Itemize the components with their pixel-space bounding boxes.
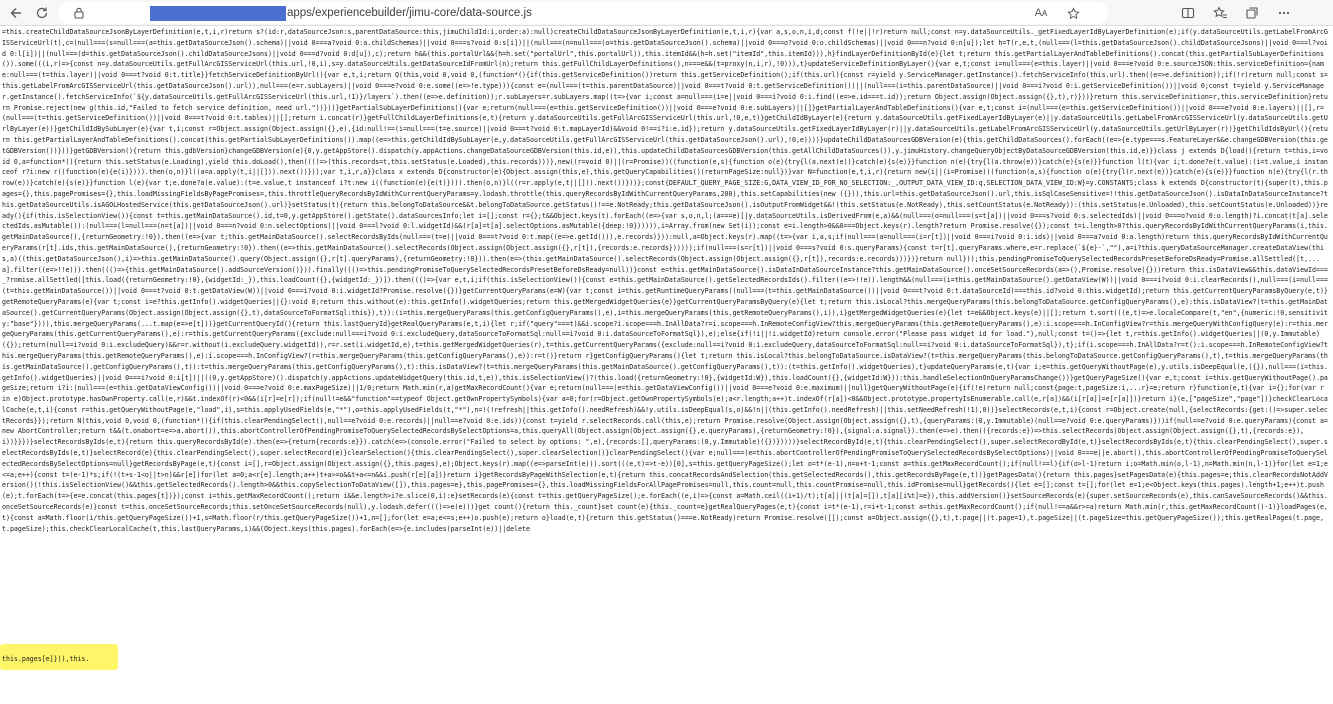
favorites-button[interactable]: [1210, 3, 1230, 23]
refresh-icon: [35, 6, 49, 20]
browser-toolbar: [0, 0, 1333, 26]
reader-mode-icon: Aᴀ: [1034, 7, 1048, 19]
redacted-url-host: [150, 6, 286, 21]
more-icon: [1277, 6, 1291, 20]
highlighted-code-line: this.pages[e]})),this.: [2, 655, 90, 663]
source-code-view[interactable]: [2, 27, 1330, 703]
source-code-text: =this.createChildDataSourceJsonByLayerDefinition(e,t,i,r)return s?(id:r,dataSourceJson:s,parentDataSource:this,jimuChildId:i,order:a):null)createChildDataSourceJsonByLayerDefinition(e,t,i,r){var a,s,o,n,i,d;const f(!e||!r)return null;const n=y.dataSourceUtils._getFixedLayerIdByLayerDefinition(e);if(y.dataSourceUtils.getLabelFromArcGISServiceUrl(t),c=(null===(s=null===(a=this.getDataSourceJson().schema)||void 0===a?void 0:a.childSchemas)||void 0===s?void 0:s[i])||(null===(n=null===(o=this.getDataSourceJson().schema)||void 0===o?void 0:o.childSchemas)||void 0===n?void 0:n[u]);let h=T(r,e,t,(null===(l=this.getDataSourceJson().childDataSourceJsons)||void 0===l?void 0:l[i])||(null===(d=this.getDataSourceJson().childDataSourceJsons)||void 0===d?void 0:d[u]),c);return h&&(this.portalUrl&&(h=h.set("portalUrl",this.portalUrl)),this.itemId&&(h=h.set("itemId",this.itemId))),h}findLayerDefinitionById(e){let t;return this.getPartialLayerAndTableDefinitions().concat(this.getPartialSubLayerDefinitions()).some(((i,r)=>{const n=y.dataSourceUtils.getFullArcGISServiceUrl(this.url,!0,i),s=y.dataSourceUtils.getDataSourceIdFromUrl(n);return this.getFullChildLayerDefinitions(),n===e&&(t=proxy(n,i,r),!0))),t}updateServiceDefinitionByLayer(){var e,t;const i=null===(e=this.layer)||void 0===e?void 0:e.sourceJSON:this.serviceDefinition={name:null===(t=this.layer)||void 0===t?void 0:t.title}}fetchServiceDefinitionByUrl(){var e,t,i;return Q(this,void 0,void 0,(function*(){if(this.getServiceDefinition())return this.getServiceDefinition();if(this.url){const r=yield y.ServiceManager.getInstance().fetchServiceInfo(this.url).then((e=>e.definition));if(!r)return null;const s=this.getLabelFromArcGISServiceUrl(this.getDataSourceJson().url)),null===(e=r.subLayers)||void 0===e?void 0:e.some((e=>!e.type))){const e=(null===(t=this.parentDataSource)||void 0===t?void 0:t.getServiceDefinition())||(null===(i=this.parentDataSource)||void 0===i?void 0:i.getServiceDefinition())||void 0;const t=yield y.ServiceManager.getInstance().fetchServiceInfo(`${y.dataSourceUtils.getFullArcGISServiceUrl(this.url,!1)}/layers`).then((e=>e.definition));r.subLayers=r.subLayers.map((t=>{var i;const a=null===(i=e||void 0===i?void 0:i.find((e=>e.id===t.id));return Object.assign(Object.assign({},t),r)}))}return this.serviceDefinition=r,this.serviceDefinition}return Promise.reject(new g(this.id,"Failed to fetch service definition, need url."))}))}getPartialSubLayerDefinitions(){var e;return(null===(e=this.getServiceDefinition())||void 0===e?void 0:e.subLayers)||[]}getPartialLayerAndTableDefinitions(){var e,t;const i=(null===(e=this.getServiceDefinition())||void 0===e?void 0:e.layers)||[],r=(null===(t=this.getServiceDefinition())||void 0===t?void 0:t.tables)||[];return i.concat(r)}getFullChildLayerDefinitions(e,t){return y.dataSourceUtils.getFullArcGISServiceUrl(this.url,!0,e,t)}getChildIdByLayer(e){return y.dataSourceUtils.getFixedLayerIdByLayer(e)||y.dataSourceUtils.getLabelFromArcGISServiceUrl(y.dataSourceUtils.getUrlByLayer(e))}getChildIdBySubLayer(e){var t,i;const r=Object.assign(Object.assign({},e),{id:null!==(i=null===(t=e.source)||void 0===t?void 0:t.mapLayerId)&&void 0!==i?i:e.id});return y.dataSourceUtils.getFixedLayerIdByLayer(r)||y.dataSourceUtils.getLabelFromArcGISServiceUrl(y.dataSourceUtils.getUrlByLayer(r))}getChildIdsByUrl(){return this.getPartialLayerAndTableDefinitions().concat(this.getPartialSubLayerDefinitions()).map((e=>this.getChildIdBySubLayer(e,y.dataSourceUtils.getFullArcGISServiceUrl(this.getDataSourceJson().url),!0,e))))}updateChildDataSourcesGDBVersion(e){this.getChildDataSources().forEach((e=>{e.type===s.FeatureLayer&&e.changeGDBVersion(this.getGDBVersion())}))}getGDBVersion(){return this.gdbVersion}changeGDBVersion(e){0,y.getAppStore().dispatch(y.appActions.changeDataSourceGDBVersion(this.id,e)),this.updateChildDataSourcesGDBVersion(this.getAllChildDataSources()),y.jimuHistory.changeQueryObjectByDataSourceGDBVersion(this.id,e)}}class j extends D{load(){return t=this,i=void 0,a=function*(){return this.setStatus(e.Loading),yield this.doLoad(),then((()=>(this.records=t,this.setStatus(e.Loaded),this.records)))},new((r=void 0)||(r=Promise))((function(e,s){function o(e){try{l(a.next(e))}catch(e){s(e)}}function n(e){try{l(a.throw(e))}catch(e){s(e)}}function l(t){var i;t.done?e(t.value):(i=t.value,i instanceof r?i:new r((function(e){e(i)}))).then(o,n)}l((a=a.apply(t,i||[])).next())}));var t,i,r,a}}class x extends D{constructor(e){Object.assign(this,e),this.getQueryCapabilities()(returnPageSize:null})}var N=function(e,t,i,r){return new(i||(i=Promise))(function(a,s){function o(e){try{l(r.next(e))}catch(e){s(e)}}function n(e){try{l(r.throw(e))}catch(e){s(e)}}function l(e){var t;e.done?a(e.value):(t=e.value,t instanceof i?t:new i((function(e){e(t)}))).then(o,n)}l((r=r.apply(e,t||[])).next())}))};const{DEFAULT_QUERY_PAGE_SIZE:G,DATA_VIEW_ID_FOR_NO_SELECTION:_,OUTPUT_DATA_VIEW_ID:q,SELECTION_DATA_VIEW_ID:W}=y.CONSTANTS;class k extends D{constructor(t){super(t),this.pages={},this.pagePromises={},this.loadMissingFieldsByPagePromises=,this.throttleQueryRecordsByIdWithCurrentQueryParams=y.lodash.throttle(this.queryRecordsByIdWithCurrentQueryParams,200),this.setCapabilities(new ({})),this.url=this.getDataSourceJson().url,this.isSqlCaseSensitive=!!this.getDataSourceJson().isDataInDataSourceInstance?this.getDataSourceUtils.isAGOLHostedService(this.getDataSourceJson().url)}setStatus(t){return this.belongToDataSource&&t.belongToDataSource.getStatus()!==e.NotReady;this.getDataSourceJson().isOutputFromWidget&&!(this.setStatus(e.NotReady),this.setCountStatus(e.NotReady)):(this.setStatus(e.Unloaded),this.setCountStatus(e.Unloaded))}ready(){if(this.isSelectionView()){const t=this.getMainDataSource().id,t=0,y.getAppStore().getState().dataSourcesInfo;let i=[];const r={};t&&Object.keys(t).forEach((e=>{var s,o,n,l;(a===e)[|y.dataSourceUtils.isDerivedFrom(e,a)&&(null===(o=null===(s=t[a])||void 0===s?void 0:s.selectedIds)||void 0===o?void 0:o.length)?i.concat(t[a].selectedIds.asMutable()):(null===(l=null===(n=t[a])||void 0===n?void 0:n.selectOptions)||void 0===l?void 0:l.widgetId)&&(r[a]=t[a].selectOptions.asMutable({deep:!0}))))),i=Array.from(new Set(i));const e=i.length>0&&0===Object.keys(r).length?return Promise.resolve({});const t=i.length>0?this.queryRecordsByIdWithCurrentQueryParams(i,this.getMainDataSource(),{returnGeometry:!0}).then((e=>{var t;this.getMainDataSource().selectRecordsByIds(null===(t=e)||void 0===t?void 0:t.map((e=>e.getId())),e.records)})):null,a=Object.keys(r).map((t=>{var i,a,s;if(null===(a=null===(i=r[t])||void 0===i?void 0:i.ids)||void 0===a?void 0:a.length)return this.queryRecordsByIdWithCurrentQueryParams(r[t].ids,this.getMainDataSource(),{returnGeometry:!0}).then((e=>this.getMainDataSource().selectRecords(Object.assign(Object.assign({},r[t]),{records:e.records})))));if(null===(s=r[t])||void 0===s?void 0:s.queryParams){const t=r[t].queryParams.where,e=r.replace(`${e}-`,""),a=i?this.queryDataSourceManager.createDataView(this,a)((this.getDataSourceJson(),i)=>this.getMainDataSource().query(Object.assign({},r[t].queryParams),{returnGeometry:!0})).then(e=>(this.getMainDataSource().selectRecords(Object.assign(Object.assign({},r[t]),records:e.records)))})}return null}));this.pendingPromiseToQuerySelectedRecordsPresetBeforeDsReady=Promise.allSettled([t,...a].filter((e=>!!e))).then((()=>{this.getMainDataSource().addSourceVersion()})).finally((()=>this.pendingPromiseToQuerySelectedRecordsPresetBeforeDsReady=null))}const e=this.getMainDataSource().isDataInDataSourceInstance?this.getMainDataSource().onceSetSourceRecords(a=>(),Promise.resolve({}))return this.isDataView&&this.dataViewId===_?romise.allSettled([this.load({returnGeometry:!0},{widgetId:_}),this.loadCount({},{widgetId:_})]).then((()=>{var e,t,i;if(this.isSelectionView()){const e=this.getMainDataSource().getSelectedRecordsIds().filter((e=>!!e)).length&&(null===(i=this.getMainDataSource().getDataView(W))||void 0===i?void 0:i.clearRecords(),null===(i=null===(t=this.getMainDataSource())||void 0===t?void 0:t.getDataView(W))||void 0===i?void 0:i.widgetId?Promise.resolve({})}getCurrentQueryParams(e=W){var t;const i=this.getRuntimeQueryParams((null===(t=this.getMainDataSource())||void 0===t?void 0:t.dataSourceId)===this.id?void 0:this.widgetId);return this.getCurrentQueryParamsByQuery(e,t)}getRemoteQueryParams(e){var t;const i=e?this.getInfo().widgetQueries||{}:void 0;return this.without(e):this.getInfo().widgetQueries;return this.getMergedWidgetQueries(e)}getCurrentQueryParamsByQuery(e){let t;return this.isLocal?this.mergeQueryParams(this.belongToDataSource.getConfigQueryParams(),e):this.isDataView?(t=this.getMainDataSource().getCurrentQueryParams(Object.assign(Object.assign({},t),dataSourceToFormatSql:this}),t)):(i=this.mergeQueryParams(this.getConfigQueryParams(),e),i=this.mergeQueryParams(this.getRemoteQueryParams(),i)),i}getMergedWidgetQueries(e){let t=e&&Object.keys(e)||[];return t.sort(((e,t)=>e.localeCompare(t,"en",{numeric:!0,sensitivity:"base"}))),this.mergeQueryParams(...t.map(e=>e[t]))}getCurrentQueryId(){return this.lastQueryId}getRealQueryParams(e,t,i){let r;if("query"===t)&&i.scope?i.scope===h.InAllData?r=i.scope===h.InRemoteConfigView?this.mergeQueryParams(this.getRemoteQueryParams(),e):i.scope===h.InConfigView?r=this.mergeQueryWithConfigQuery(e):r=this.mergeQueryParams(this.getCurrentQueryParams(),e):r=this.getCurrentQueryParams({exclude:null===i?void 0:i.excludeQuery,dataSourceToFormatSql:null==i?void 0:i.dataSourceToFormatSql}),e);else{if(!i||!i.widgetId)return console.error("Please pass widget id for load."),null;const t=()=>{let t,r=this.getInfo().widgetQueries||(0,y.Immutable)({});return(null==i?void 0:i.excludeQuery)&&r=r.without(i.excludeQuery.widgetId)),r=r.set(i.widgetId,e),t=this.getMergedWidgetQueries(r),t=this.getCurrentQueryParams({exclude:null==i?void 0:i.excludeQuery,dataSourceToFormatSql:null==i?void 0:i.dataSourceToFormatSql}),t};if(i.scope===h.InAllData?r=t():i.scope===h.InRemoteConfigView?this.mergeQueryParams(this.getRemoteQueryParams(),e):i.scope===h.InConfigView?(r=this.mergeQueryParams(this.getConfigQueryParams(),e)):r=t()}return r}getConfigQueryParams(){let t;return this.isLocal?this.belongToDataSource.isDataView?(t=this.mergeQueryParams(this.belongToDataSource.getConfigQueryParams(),t),t=this.mergeQueryParams(this.getMainDataSource().getConfigQueryParams(),t)):t=this.mergeQueryParams(this.getConfigQueryParams(),t):this.isDataView?(t=this.mergeQueryParams(this.getMainDataSource().getConfigQueryParams(),t)):(t=this.getInfo().widgetQueries),t}updateQueryParams(e,t){var i;e=this.getQueryWithoutPage(e),y.utils.isDeepEqual(e,({}),null===(i=this.getInfo().widgetQueries)||void 0===i?void 0:i[t])||((0,y.getAppStore)().dispatch(y.appActions.updateWidgetQuery(this.id,t,e)),this.isSelectionView()?(this.load({returnGeometry:!0},{widgetId:W}),this.loadCount({},{widgetId:W})):this.handleSelectionOnQueryParamsChange())}getQueryPageSize(){var e,t;const i=this.getQueryWithoutPage().pageSize;return i?i:(null===(e=this.getDataViewConfig())||void 0===e?void 0:e.maxPageSize)||1/0;return Math.min(r,a)getMaxRecordCount(){var e;return(null===(e=this.getDataViewConfig())||void 0===e?void 0:e.maximum)||null}getQueryWithoutPage(e){if(!e)return null;const{page:t,pageSize:i,...r}=e;return r}function(e,t){var i={};for(var r in e)Object.prototype.hasOwnProperty.call(e,r)&&t.indexOf(r)<0&&(i[r]=e[r]);if(null!=e&&"function"==typeof Object.getOwnPropertySymbols){var a=0;for(r=Object.getOwnPropertySymbols(e);a<r.length;a++)t.indexOf(r[a])<0&&Object.prototype.propertyIsEnumerable.call(e,r[a])&&(i[r[a]]=e[r[a]])}return i}(e,["pageSize","page"])}checkClearLocalCache(e,t,i){const r=this.getQueryWithoutPage(e,"load",i),s=this.applyUsedFields(e,"*"),o=this.applyUsedFields(t,"*"),n=!(!refresh||this.getInfo().needRefresh)&&!y.utils.isDeepEqual(s,o)&&!n||(this.getInfo().needRefresh)||this.setNeedRefresh(!1),0))}selectRecords(e,t,i){const r=Object.create(null,{selectRecords:{get:()=>super.selectRecords}});return N(this,void 0,void 0,(function*(){if(this.clearPendingSelect(),null==e?void 0:e.records)||null==e?void 0:e.ids)){const t=yield r.selectRecords.call(this,e);return Promise.resolve(Object.assign(Object.assign({},t),{queryParams:(0,y.Immutable)(null==e?void 0:e.queryParams)}))if(null==e?void 0:e.queryParams){const a=new AbortController;return t&&(t.onabort=e=>a.abort()),this.abortControllerOfPendingPromiseToQuerySelectedRecordsBySelectOptions=a,this.queryAll(Object.assign(Object.assign({},e.queryParams),{returnGeometry:!0}),{signal:a.signal}).then(e=>e).then(({records:e})=>this.selectRecords(Object.assign(Object.assign({},t),{records:e}),i))}}})}selectRecordsByIds(e,t){return this.queryRecordsById(e).then(e=>{return{records:e}}).catch(e=>(console.error("Failed to select by options: ",e),{records:[],queryParams:(0,y.Immutable)({})}))))}selectRecordById(e,t){this.clearPendingSelect(),super.selectRecordById(e,t)}selectRecordsByIds(e,t){this.clearPendingSelect(),super.selectRecordsByIds(e,t)}selectRecord(e){this.clearPendingSelect(),super.selectRecord(e)}clearSelection(){this.clearPendingSelect(),super.clearSelection()}clearPendingSelect(){var e;null===(e=this.abortControllerOfPendingPromiseToQuerySelectedRecordsBySelectOptions)||void 0===e||e.abort(),this.abortControllerOfPendingPromiseToQuerySelectedRecordsBySelectOptions=null}getRecordsByPage(e,t){const i=[],r=Object.assign(Object.assign({},this.pages),e);Object.keys(r).map((e=>parseInt(e))).sort(((e,t)=>t-e))[0],s=this.getQueryPageSize();let o=t*(e-1),n=o+t-1;const a=this.getMaxRecordCount();if(null!==l){if(o>l-1)return i;o=Math.min(o,l-1),n=Math.min(n,l-1)}for(let e=1;e<=a;e++){const t=(e-1)*s;if(!(t+s-1<o||t>n)&&r[e])for(let a=0;a<r[e].length;a++)t+a>=o&&t+a<=n&&i.push(r[e][a])}return i}getRecordsByPageWithSelection(e,t){return this.concatRecordsAndSelection(this.getSelectedRecords(),this.getRecordsByPage(e,t))}getPagesData(){return this.pages}setPagesData(e){this.pages=e;this.clearRecordsNotAddVersion()(!this.isSelectionView()&&this.getSelectedRecords().length>0&&this.copySelectionToDataView([]),this.pages=e},this.pagePromises={},this.loadMissingFieldsForAllPagePromises=null,this.count=null,this.countPromise=null,this.idPromise=null}getRecords(){let e=[];const t=[];for(let e=1;e<Object.keys(this.pages).length+1;e++)t.push(e);t.forEach(t=>{e=e.concat(this.pages[t])});const i=this.getMaxRecordCount();return i&&e.length>i?e.slice(0,i):e}setRecords(e){const t=this.getQueryPageSize();e.forEach((e,i)=>{const a=Math.ceil((i+1)/t);t[a]||(t[a]=[]),t[a][i%t]=e}),this.addVersion()}setSourceRecords(e){super.setSourceRecords(e),this.canSaveSourceRecords()&&this.onceSetSourceRecords(e)}const t=this.onceSetSourceRecords;this.setOnceSetSourceRecords(null),y.lodash.defer((()=>e(e)))}get count(){return this._count}set count(e){this._count=e}getRealQueryPages(e,t){const i=t*(e-1),r=i+t-1;const a=this.getMaxRecordCount();if(null!==a&&r>=a)return Math.min(r,this.getMaxRecordCount()-1)}loadPages(e,t){const a=Math.floor(i/this.getQueryPageSize())+1,s=Math.floor(r/this.getQueryPageSize())+1,n=[];for(let e=a;e<=s;e++)o.push(e);return o}load(e,t){return this.getStatus()===e.NotReady)return Promise.resolve([]);const a=Object.assign({},t),t.page||(t.page=1),t.pageSize||(t.pageSize=this.getQueryPageSize());this.getRealPages(t.page,t.pageSize);this.checkClearLocalCache(t,this.lastQueryParams,i)&&(Object.keys(this.pages).forEach(e=>{e.includes(parseInt(e))||delete: [2, 28, 1328, 533]
split-screen-icon: [1181, 6, 1195, 20]
star-icon: [1067, 7, 1080, 20]
lock-icon[interactable]: [72, 6, 86, 20]
back-arrow-icon: [9, 6, 23, 20]
url-text[interactable]: apps/experiencebuilder/jimu-core/data-source.js: [287, 7, 532, 19]
more-options-button[interactable]: [1274, 3, 1294, 23]
collections-icon: [1245, 6, 1259, 20]
back-button[interactable]: [6, 3, 26, 23]
split-screen-button[interactable]: [1178, 3, 1198, 23]
refresh-button[interactable]: [32, 3, 52, 23]
favorite-button[interactable]: [1064, 4, 1082, 22]
collections-button[interactable]: [1242, 3, 1262, 23]
favorites-icon: [1213, 6, 1228, 20]
address-bar[interactable]: [58, 2, 1108, 24]
reader-mode-button[interactable]: [1032, 4, 1050, 22]
